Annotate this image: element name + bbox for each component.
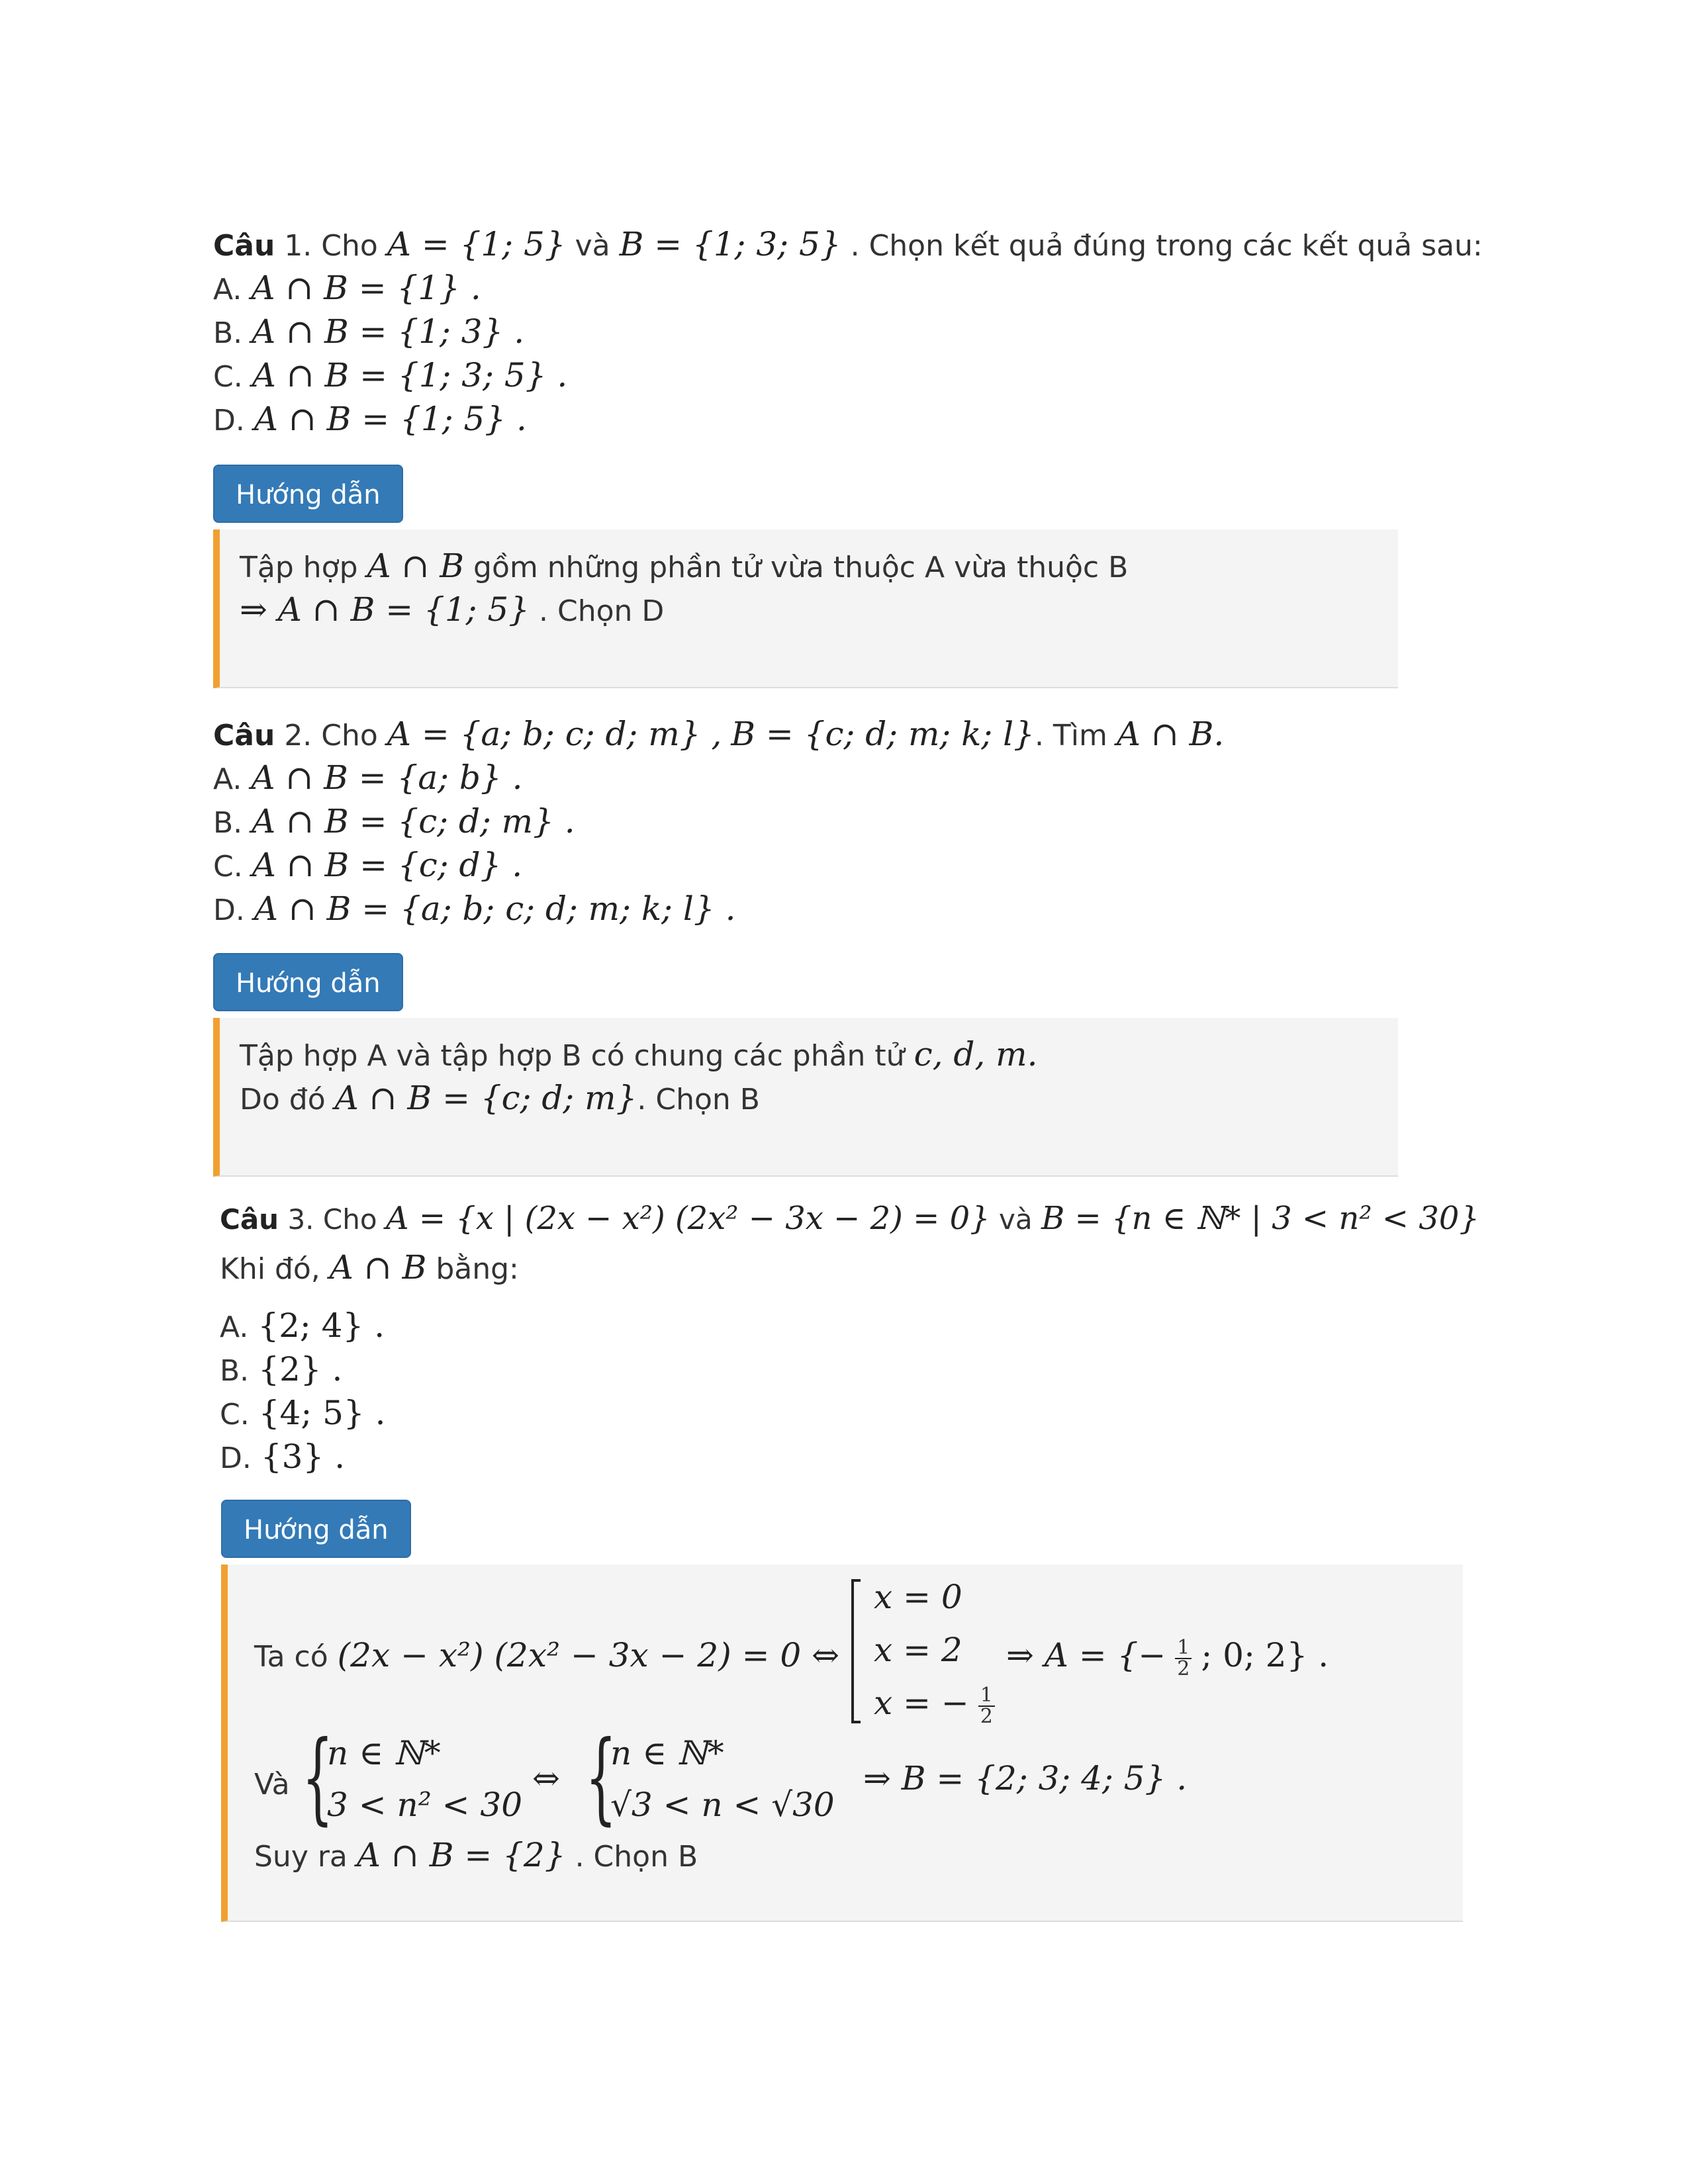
q3-case-1: x = 0 bbox=[874, 1578, 962, 1616]
q3-cases-bracket bbox=[851, 1579, 861, 1723]
q2-option-a: A. A ∩ B = {a; b} . bbox=[213, 758, 523, 797]
q3-hint-button[interactable]: Hướng dẫn bbox=[221, 1500, 411, 1558]
q3-system-1-line-1: n ∈ ℕ* bbox=[327, 1734, 441, 1772]
q3-option-a: A. {2; 4} . bbox=[220, 1306, 385, 1345]
q3-statement: Câu 3. Cho A = {x | (2x − x²) (2x² − 3x − 2) = 0} và B = {n ∈ ℕ* | 3 < n² < 30} bbox=[220, 1200, 1479, 1237]
q3-system-iff: ⇔ bbox=[532, 1759, 560, 1797]
q2-solution-box bbox=[213, 1018, 1398, 1177]
q1-option-b: B. A ∩ B = {1; 3} . bbox=[213, 312, 525, 351]
q1-label: Câu bbox=[213, 229, 275, 263]
q3-option-d: D. {3} . bbox=[220, 1437, 346, 1476]
q3-system-2-line-2: √3 < n < √30 bbox=[610, 1786, 835, 1824]
q3-option-b: B. {2} . bbox=[220, 1350, 343, 1388]
q2-solution-line-1: Tập hợp A và tập hợp B có chung các phần tử c, d, m. bbox=[240, 1035, 1038, 1073]
q3-case-3: x = − $\frac{1}{2}$ bbox=[874, 1681, 995, 1727]
q1-set-a: A = {1; 5} bbox=[387, 225, 566, 263]
q1-statement: Câu 1. Cho A = {1; 5} và B = {1; 3; 5} . Chọn kết quả đúng trong các kết quả sau: bbox=[213, 225, 1483, 263]
q2-label: Câu bbox=[213, 719, 275, 752]
q3-statement-line-2: Khi đó, A ∩ B bằng: bbox=[220, 1248, 519, 1287]
q3-solution-conclusion: Suy ra A ∩ B = {2} . Chọn B bbox=[254, 1836, 698, 1874]
q3-system-2-line-1: n ∈ ℕ* bbox=[610, 1734, 724, 1772]
q1-solution-line-1: Tập hợp A ∩ B gồm những phần tử vừa thuộc A vừa thuộc B bbox=[240, 547, 1129, 585]
q3-solution-va: Và bbox=[254, 1768, 290, 1801]
q1-set-b: B = {1; 3; 5} bbox=[619, 225, 841, 263]
q2-hint-button[interactable]: Hướng dẫn bbox=[213, 953, 403, 1011]
q3-solution-result-b: ⇒ B = {2; 3; 4; 5} . bbox=[863, 1759, 1188, 1797]
q3-solution-result-a: ⇒ A = {− $\frac{1}{2}$ ; 0; 2} . bbox=[1006, 1636, 1329, 1680]
q2-statement: Câu 2. Cho A = {a; b; c; d; m} , B = {c; d; m; k; l}. Tìm A ∩ B. bbox=[213, 715, 1225, 753]
q2-set-a: A = {a; b; c; d; m} , bbox=[387, 715, 722, 753]
q3-system-1-brace: { bbox=[302, 1720, 334, 1835]
q3-solution-box bbox=[221, 1565, 1463, 1922]
q3-case-3-fraction: $\frac{1}{2}$ bbox=[978, 1686, 995, 1727]
q3-system-1-line-2: 3 < n² < 30 bbox=[327, 1786, 523, 1824]
q1-option-a: A. A ∩ B = {1} . bbox=[213, 269, 481, 307]
q1-solution-box bbox=[213, 529, 1398, 688]
q3-option-c: C. {4; 5} . bbox=[220, 1394, 386, 1432]
q1-option-c: C. A ∩ B = {1; 3; 5} . bbox=[213, 356, 568, 394]
q3-result-a-fraction: $\frac{1}{2}$ bbox=[1175, 1638, 1192, 1679]
q1-hint-button[interactable]: Hướng dẫn bbox=[213, 465, 403, 523]
q3-set-a: A = {x | (2x − x²) (2x² − 3x − 2) = 0} bbox=[385, 1200, 990, 1237]
q2-solution-line-2: Do đó A ∩ B = {c; d; m}. Chọn B bbox=[240, 1079, 760, 1117]
q3-solution-equation: Ta có (2x − x²) (2x² − 3x − 2) = 0 ⇔ bbox=[254, 1636, 840, 1674]
q1-option-d: D. A ∩ B = {1; 5} . bbox=[213, 400, 527, 438]
q2-option-c: C. A ∩ B = {c; d} . bbox=[213, 846, 523, 884]
q2-option-d: D. A ∩ B = {a; b; c; d; m; k; l} . bbox=[213, 889, 736, 928]
q1-solution-line-2: ⇒ A ∩ B = {1; 5} . Chọn D bbox=[240, 590, 665, 629]
q3-label: Câu bbox=[220, 1203, 279, 1236]
q2-set-b: B = {c; d; m; k; l} bbox=[731, 715, 1035, 753]
q3-case-2: x = 2 bbox=[874, 1631, 962, 1669]
q2-option-b: B. A ∩ B = {c; d; m} . bbox=[213, 802, 575, 841]
q3-set-b: B = {n ∈ ℕ* | 3 < n² < 30} bbox=[1041, 1200, 1479, 1237]
q3-system-2-brace: { bbox=[585, 1720, 617, 1835]
